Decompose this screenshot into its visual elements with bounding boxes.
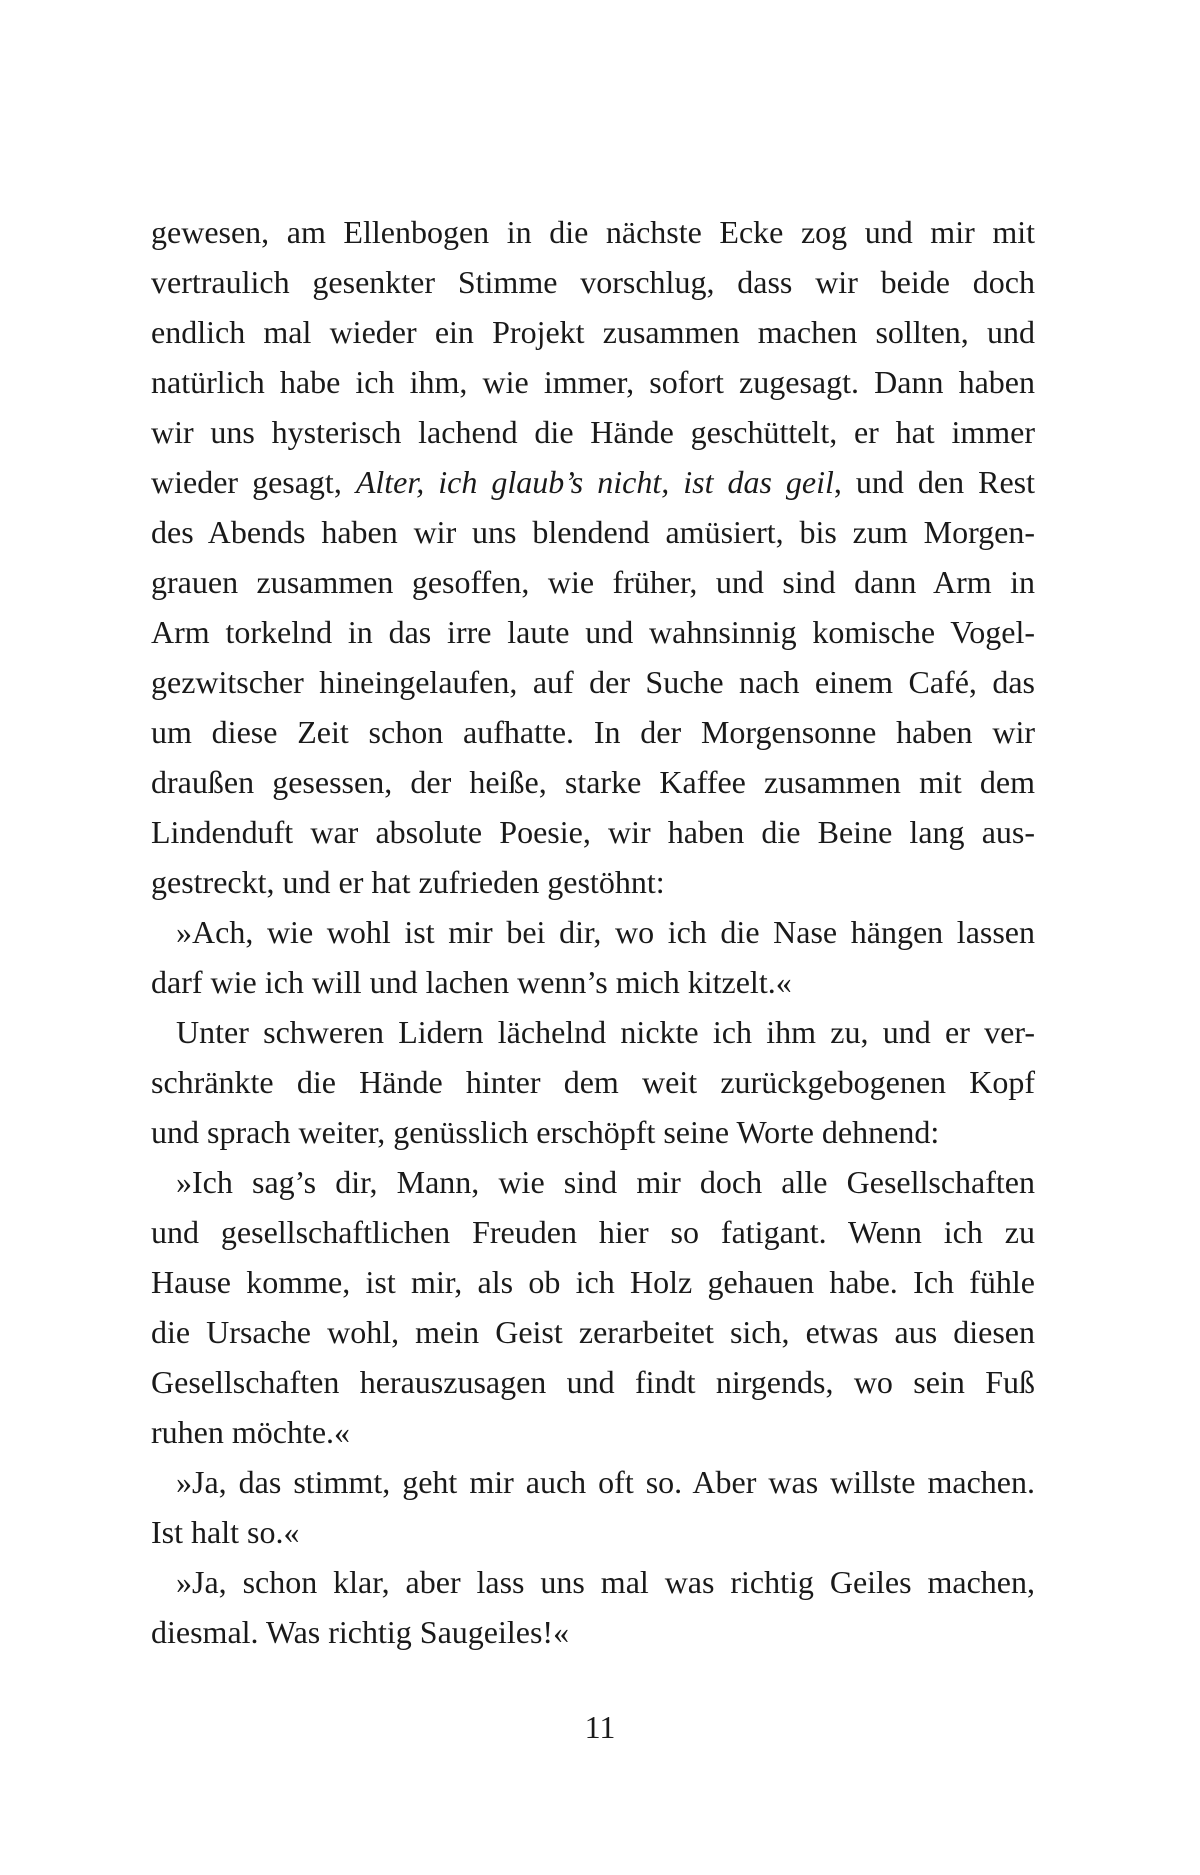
text-line: gewesen, am Ellenbogen in die nächste Ecke zog und mir mit — [151, 214, 1035, 250]
text-line: endlich mal wieder ein Projekt zusammen machen sollten, und — [151, 314, 1035, 350]
body-text — [151, 207, 1035, 1657]
text-line: schränkte die Hände hinter dem weit zurückgebogenen Kopf — [151, 1064, 1035, 1100]
text-line: die Ursache wohl, mein Geist zerarbeitet sich, etwas aus diesen — [151, 1314, 1035, 1350]
text-line: »Ach, wie wohl ist mir bei dir, wo ich die Nase hängen lassen — [176, 914, 1035, 950]
text-line: vertraulich gesenkter Stimme vorschlug, dass wir beide doch — [151, 264, 1035, 300]
text-line: Hause komme, ist mir, als ob ich Holz gehauen habe. Ich fühle — [151, 1264, 1035, 1300]
text-line: Ist halt so.« — [151, 1514, 300, 1550]
text-line: diesmal. Was richtig Saugeiles!« — [151, 1614, 570, 1650]
text-line: des Abends haben wir uns blendend amüsiert, bis zum Morgen- — [151, 514, 1035, 550]
text-line: ruhen möchte.« — [151, 1414, 351, 1450]
text-line: draußen gesessen, der heiße, starke Kaffee zusammen mit dem — [151, 764, 1035, 800]
text-line: »Ja, das stimmt, geht mir auch oft so. Aber was willste machen. — [176, 1464, 1035, 1500]
text-line: und gesellschaftlichen Freuden hier so fatigant. Wenn ich zu — [151, 1214, 1035, 1250]
text-line: gezwitscher hineingelaufen, auf der Suche nach einem Café, das — [151, 664, 1035, 700]
italic-quote: Alter, ich glaub’s nicht, ist das geil — [355, 464, 834, 500]
text-line: um diese Zeit schon aufhatte. In der Morgensonne haben wir — [151, 714, 1035, 750]
text-line: »Ja, schon klar, aber lass uns mal was richtig Geiles machen, — [176, 1564, 1035, 1600]
text-segment: wieder gesagt, — [151, 464, 356, 500]
text-line: grauen zusammen gesoffen, wie früher, und sind dann Arm in — [151, 564, 1035, 600]
text-line: darf wie ich will und lachen wenn’s mich kitzelt.« — [151, 964, 792, 1000]
text-line: wir uns hysterisch lachend die Hände geschüttelt, er hat immer — [151, 414, 1035, 450]
text-line: Gesellschaften herauszusagen und findt nirgends, wo sein Fuß — [151, 1364, 1035, 1400]
text-line: Unter schweren Lidern lächelnd nickte ich ihm zu, und er ver- — [176, 1014, 1035, 1050]
text-line: natürlich habe ich ihm, wie immer, sofort zugesagt. Dann haben — [151, 364, 1035, 400]
text-line: Lindenduft war absolute Poesie, wir haben die Beine lang aus- — [151, 814, 1035, 850]
text-segment: , und den Rest — [833, 464, 1036, 500]
page-number: 11 — [584, 1709, 616, 1745]
text-line: und sprach weiter, genüsslich erschöpft seine Worte dehnend: — [151, 1114, 940, 1150]
text-line: »Ich sag’s dir, Mann, wie sind mir doch alle Gesellschaften — [176, 1164, 1035, 1200]
text-line: Arm torkelnd in das irre laute und wahnsinnig komische Vogel- — [151, 614, 1035, 650]
text-line — [151, 457, 1035, 507]
text-line: gestreckt, und er hat zufrieden gestöhnt: — [151, 864, 665, 900]
